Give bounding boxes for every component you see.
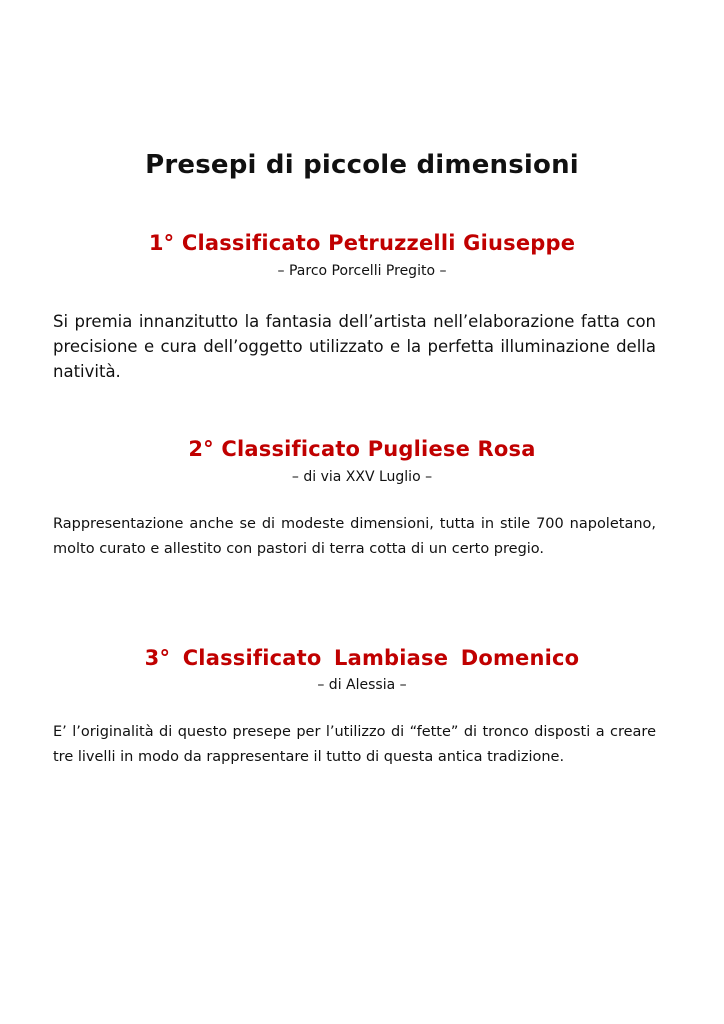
winner-description-1: Si premia innanzitutto la fantasia dell’artista nell’elaborazione fatta con precisione e cura dell’oggetto utilizzato e la perfetta illuminazione della natività. (53, 312, 656, 381)
winner-location-1: – Parco Porcelli Pregito – (277, 263, 447, 279)
winner-heading-2: 2° Classificato Pugliese Rosa (188, 437, 536, 461)
winner-location-3: – di Alessia – (317, 677, 407, 693)
winner-location-2: – di via XXV Luglio – (291, 469, 433, 485)
winner-heading-1: 1° Classificato Petruzzelli Giuseppe (148, 231, 576, 255)
page-title: Presepi di piccole dimensioni (145, 150, 579, 180)
winner-heading-3: 3° Classificato Lambiase Domenico (144, 646, 580, 670)
winner-description-3: E’ l’originalità di questo presepe per l’utilizzo di “fette” di tronco disposti a creare tre livelli in modo da rappresentare il tutto di questa antica tradizione. (53, 724, 656, 765)
winner-description-2: Rappresentazione anche se di modeste dimensioni, tutta in stile 700 napoletano, molto curato e allestito con pastori di terra cotta di un certo pregio. (53, 516, 656, 557)
